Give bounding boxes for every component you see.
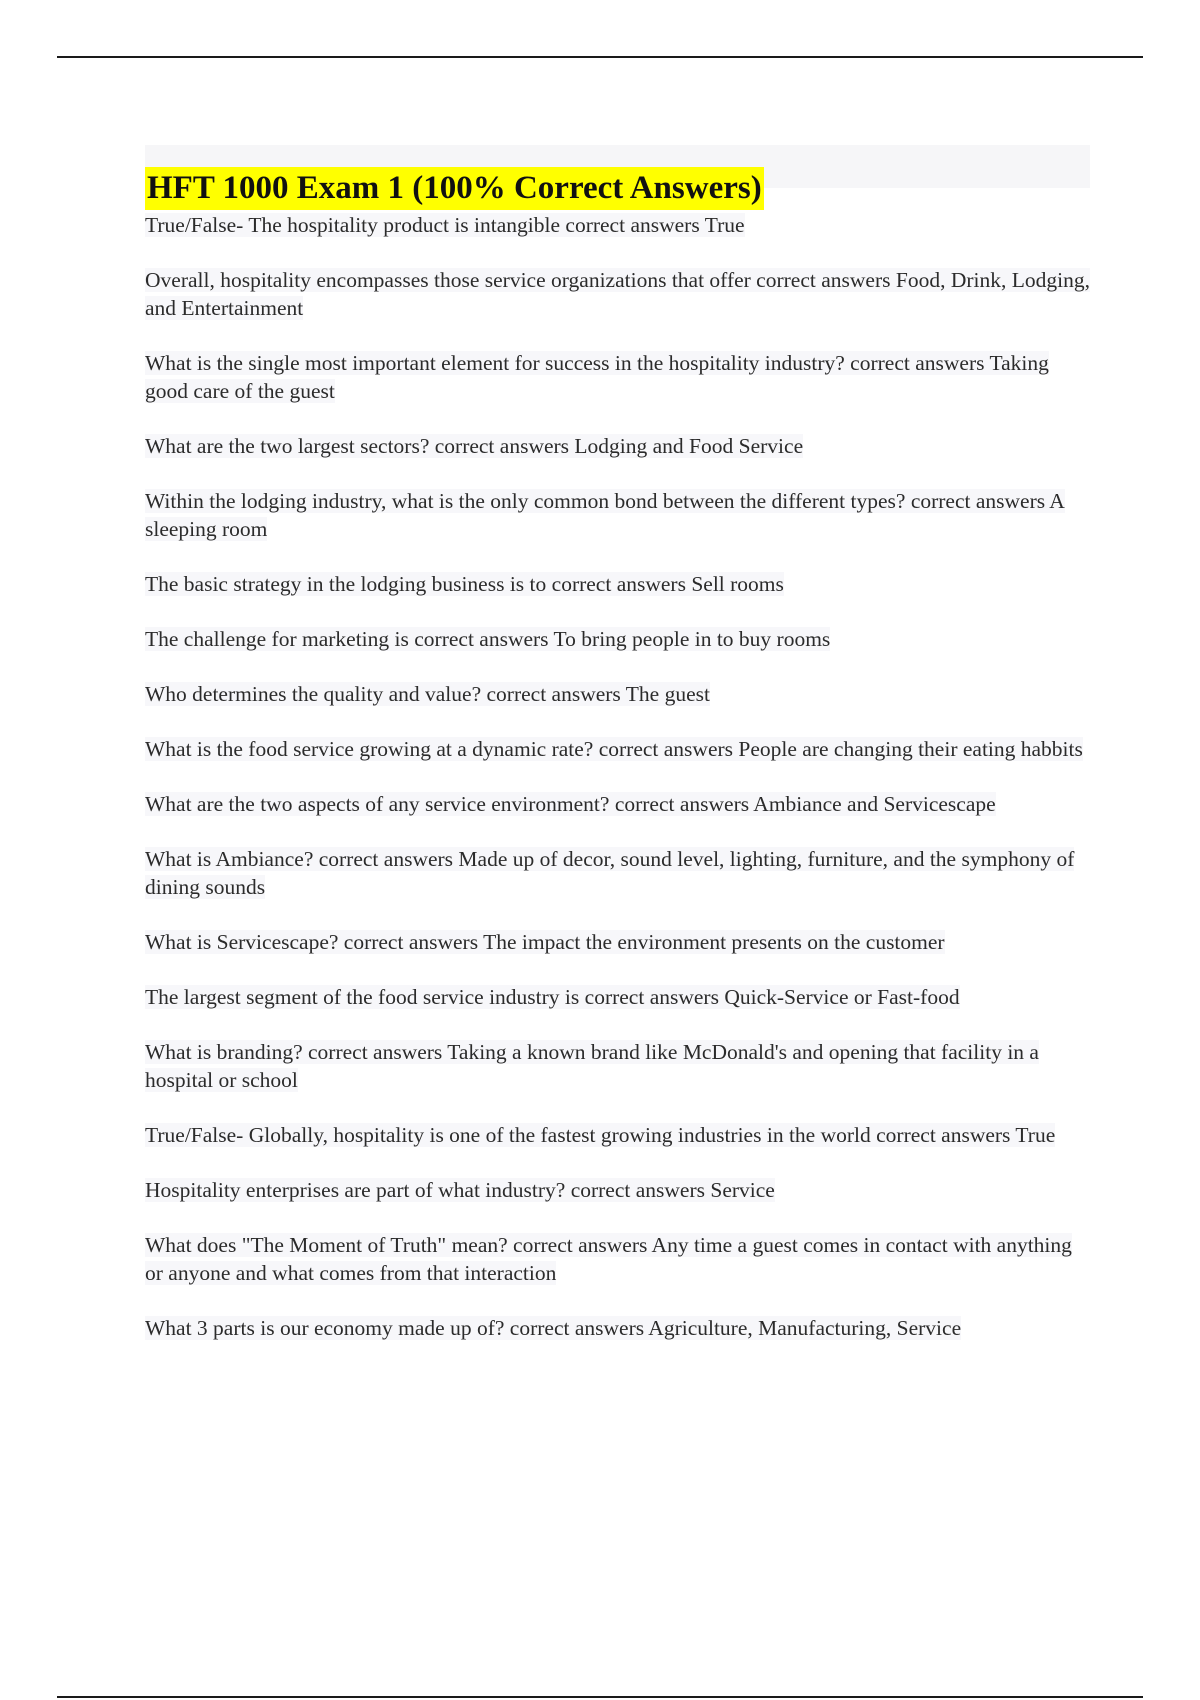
qa-item xyxy=(145,266,1090,322)
qa-text: What is branding? correct answers Taking a known brand like McDonald's and opening that facility in a hospital or school xyxy=(145,1040,1039,1092)
qa-item xyxy=(145,1314,1090,1342)
qa-text: What does "The Moment of Truth" mean? correct answers Any time a guest comes in contact with anything or anyone and what comes from that interaction xyxy=(145,1233,1072,1285)
qa-text: What 3 parts is our economy made up of? correct answers Agriculture, Manufacturing, Service xyxy=(145,1316,962,1340)
qa-text: Overall, hospitality encompasses those service organizations that offer correct answers Food, Drink, Lodging, and Entertainment xyxy=(145,268,1090,320)
title-band xyxy=(145,145,1090,207)
qa-item xyxy=(145,1176,1090,1204)
qa-item xyxy=(145,349,1090,405)
qa-text: The basic strategy in the lodging business is to correct answers Sell rooms xyxy=(145,572,784,596)
qa-item xyxy=(145,1121,1090,1149)
document-body xyxy=(145,145,1090,1369)
qa-item xyxy=(145,983,1090,1011)
qa-item xyxy=(145,735,1090,763)
qa-text: Who determines the quality and value? correct answers The guest xyxy=(145,682,710,706)
bottom-rule xyxy=(57,1696,1143,1698)
qa-item xyxy=(145,680,1090,708)
qa-item xyxy=(145,790,1090,818)
qa-text: What is the food service growing at a dynamic rate? correct answers People are changing their eating habbits xyxy=(145,737,1083,761)
qa-item xyxy=(145,928,1090,956)
qa-item xyxy=(145,211,1090,239)
qa-text: What is the single most important element for success in the hospitality industry? correct answers Taking good care of the guest xyxy=(145,351,1049,403)
qa-text: What is Ambiance? correct answers Made up of decor, sound level, lighting, furniture, and the symphony of dining sounds xyxy=(145,847,1075,899)
qa-item xyxy=(145,487,1090,543)
qa-item xyxy=(145,625,1090,653)
qa-text: Hospitality enterprises are part of what industry? correct answers Service xyxy=(145,1178,775,1202)
qa-item xyxy=(145,845,1090,901)
qa-text: The largest segment of the food service industry is correct answers Quick-Service or Fast-food xyxy=(145,985,960,1009)
qa-text: What are the two aspects of any service environment? correct answers Ambiance and Servicescape xyxy=(145,792,996,816)
document-title: HFT 1000 Exam 1 (100% Correct Answers) xyxy=(145,167,764,210)
qa-text: True/False- The hospitality product is intangible correct answers True xyxy=(145,213,745,237)
qa-text: Within the lodging industry, what is the only common bond between the different types? correct answers A sleeping room xyxy=(145,489,1065,541)
top-rule xyxy=(57,56,1143,58)
qa-text: True/False- Globally, hospitality is one of the fastest growing industries in the world correct answers True xyxy=(145,1123,1056,1147)
qa-item xyxy=(145,432,1090,460)
qa-text: What is Servicescape? correct answers The impact the environment presents on the customer xyxy=(145,930,945,954)
qa-text: The challenge for marketing is correct answers To bring people in to buy rooms xyxy=(145,627,831,651)
qa-item xyxy=(145,570,1090,598)
qa-text: What are the two largest sectors? correct answers Lodging and Food Service xyxy=(145,434,804,458)
qa-item xyxy=(145,1038,1090,1094)
qa-list xyxy=(145,211,1090,1342)
qa-item xyxy=(145,1231,1090,1287)
